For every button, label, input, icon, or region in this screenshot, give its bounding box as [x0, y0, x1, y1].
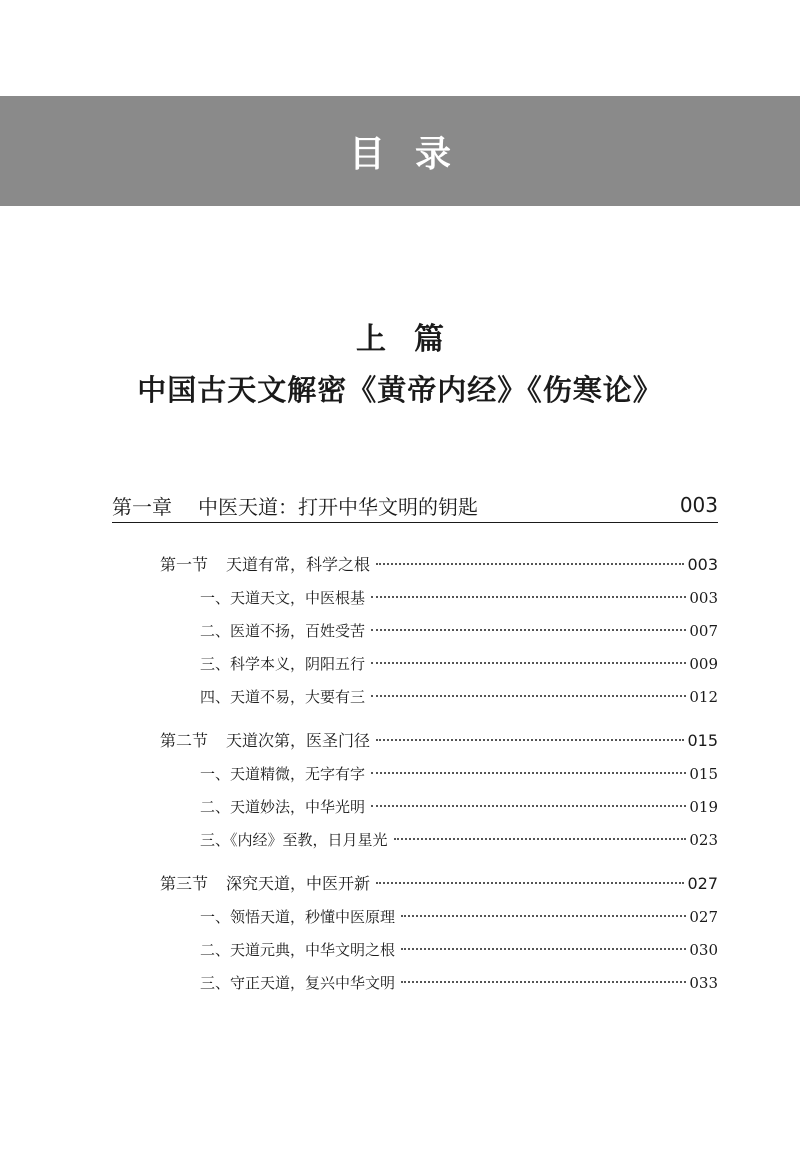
item-page: 027 [689, 908, 718, 926]
item-title: 二、天道妙法，中华光明 [200, 798, 366, 816]
toc-item[interactable] [160, 582, 718, 615]
dot-leader [371, 596, 686, 598]
section-label: 第一节 [160, 555, 209, 574]
dot-leader [371, 629, 686, 631]
dot-leader [371, 772, 686, 774]
dot-leader [394, 838, 687, 840]
chapter-title: 中医天道：打开中华文明的钥匙 [198, 494, 478, 519]
item-page: 009 [689, 655, 718, 673]
toc-section[interactable] [160, 548, 718, 582]
title-banner [0, 96, 800, 206]
section-page: 003 [687, 555, 718, 574]
dot-leader [376, 882, 684, 884]
item-title: 一、领悟天道，秒懂中医原理 [200, 908, 396, 926]
toc-item[interactable] [160, 648, 718, 681]
item-title: 三、守正天道，复兴中华文明 [200, 974, 396, 992]
dot-leader [371, 805, 686, 807]
chapter-title-group [112, 491, 478, 520]
toc-list [160, 548, 718, 1000]
section-label: 第二节 [160, 731, 209, 750]
dot-leader [376, 739, 684, 741]
item-title: 二、医道不扬，百姓受苦 [200, 622, 366, 640]
toc-item[interactable] [160, 681, 718, 714]
item-title: 一、天道精微，无字有字 [200, 765, 366, 783]
section-title: 天道有常，科学之根 [226, 555, 371, 574]
dot-leader [376, 563, 684, 565]
toc-item[interactable] [160, 967, 718, 1000]
item-page: 023 [689, 831, 718, 849]
item-title: 三、科学本义，阴阳五行 [200, 655, 366, 673]
dot-leader [371, 662, 686, 664]
toc-item[interactable] [160, 791, 718, 824]
item-page: 003 [689, 589, 718, 607]
item-title: 四、天道不易，大要有三 [200, 688, 366, 706]
toc-section[interactable] [160, 724, 718, 758]
section-page: 015 [687, 731, 718, 750]
part-title: 中国古天文解密《黄帝内经》《伤寒论》 [137, 373, 663, 407]
item-title: 三、《内经》至教，日月星光 [200, 831, 388, 849]
part-label: 上篇 [356, 322, 472, 357]
toc-item[interactable] [160, 615, 718, 648]
item-title: 一、天道天文，中医根基 [200, 589, 366, 607]
dot-leader [401, 948, 686, 950]
part-heading [0, 318, 800, 412]
item-page: 007 [689, 622, 718, 640]
item-page: 012 [689, 688, 718, 706]
toc-item[interactable] [160, 824, 718, 857]
item-page: 019 [689, 798, 718, 816]
item-page: 033 [689, 974, 718, 992]
page-title: 目录 [348, 133, 481, 175]
section-title: 深究天道，中医开新 [226, 874, 371, 893]
section-label: 第三节 [160, 874, 209, 893]
section-page: 027 [687, 874, 718, 893]
chapter-label: 第一章 [112, 494, 172, 519]
dot-leader [371, 695, 686, 697]
dot-leader [401, 915, 686, 917]
dot-leader [401, 981, 686, 983]
toc-section[interactable] [160, 867, 718, 901]
toc-item[interactable] [160, 901, 718, 934]
item-page: 015 [689, 765, 718, 783]
chapter-page: 003 [679, 493, 718, 517]
toc-item[interactable] [160, 758, 718, 791]
section-title: 天道次第，医圣门径 [226, 731, 371, 750]
item-title: 二、天道元典，中华文明之根 [200, 941, 396, 959]
chapter-heading[interactable] [112, 488, 718, 523]
toc-item[interactable] [160, 934, 718, 967]
item-page: 030 [689, 941, 718, 959]
